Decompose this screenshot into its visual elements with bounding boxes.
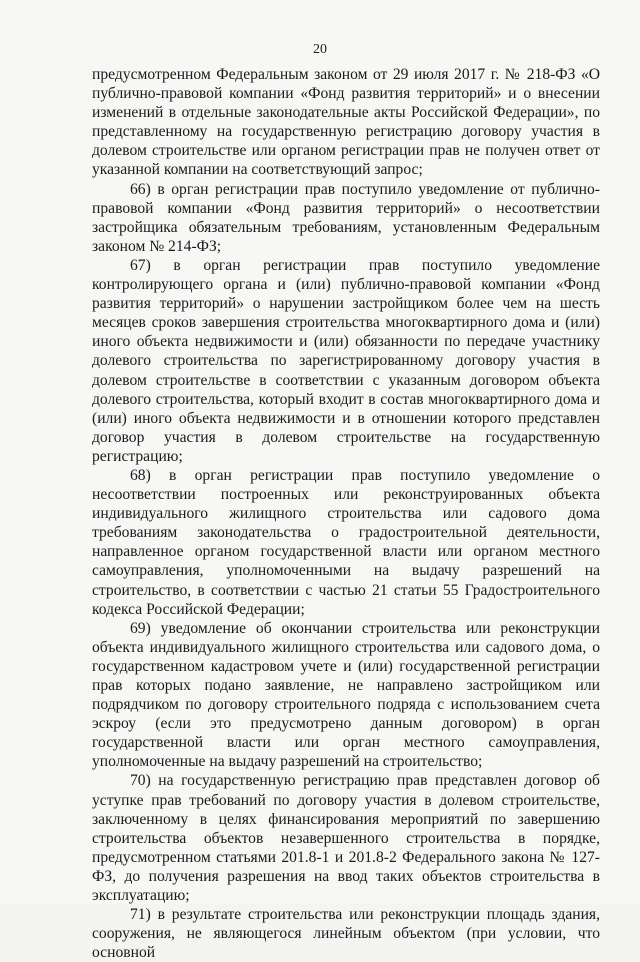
paragraph-p68: 68) в орган регистрации прав поступило уведомление о несоответствии построенных или реконструированных объекта индивидуального жилищного строительства или садового дома требованиям законодательства о градостроительной деятельности, направленное органом государственной власти или органом местного самоуправления, уполномоченными на выдачу разрешений на строительство, в соответствии с частью 21 статьи 55 Градостроительного кодекса Российской Федерации;	[92, 466, 600, 618]
page-number: 20	[313, 42, 327, 57]
body-text	[92, 65, 600, 962]
paragraph-cont: предусмотренном Федеральным законом от 29 июля 2017 г. № 218-ФЗ «О публично-правовой компании «Фонд развития территорий» и о внесении изменений в отдельные законодательные акты Российской Федерации», по представленному на государственную регистрацию договору участия в долевом строительстве или органом регистрации прав не получен ответ от указанной компании на соответствующий запрос;	[92, 66, 600, 179]
paragraph-p71: 71) в результате строительства или реконструкции площадь здания, сооружения, не являющегося линейным объектом (при условии, что основной	[92, 906, 600, 962]
paragraph-p67: 67) в орган регистрации прав поступило уведомление контролирующего органа и (или) публично-правовой компании «Фонд развития территорий» о нарушении застройщиком более чем на шесть месяцев сроков завершения строительства многоквартирного дома и (или) иного объекта недвижимости и (или) обязанности по передаче участнику долевого строительства по зарегистрированному договору участия в долевом строительстве в соответствии с указанным договором объекта долевого строительства, который входит в состав многоквартирного дома и (или) иного объекта недвижимости и в отношении которого представлен договор участия в долевом строительстве на государственную регистрацию;	[92, 256, 600, 465]
paragraph-p69: 69) уведомление об окончании строительства или реконструкции объекта индивидуального жилищного строительства или садового дома, о государственном кадастровом учете и (или) государственной регистрации прав которых подано заявление, не направлено застройщиком или подрядчиком по договору строительного подряда с использованием счета эскроу (если это предусмотрено данным договором) в орган государственной власти или орган местного самоуправления, уполномоченные на выдачу разрешений на строительство;	[92, 619, 600, 771]
paragraph-p66: 66) в орган регистрации прав поступило уведомление от публично-правовой компании «Фонд развития территорий» о несоответствии застройщика обязательным требованиям, установленным Федеральным законом № 214-ФЗ;	[92, 180, 600, 255]
paragraph-p70: 70) на государственную регистрацию прав представлен договор об уступке прав требований по договору участия в долевом строительстве, заключенному в целях финансирования мероприятий по завершению строительства объектов незавершенного строительства в порядке, предусмотренном статьями 201.8-1 и 201.8-2 Федерального закона № 127-ФЗ, до получения разрешения на ввод таких объектов строительства в эксплуатацию;	[92, 772, 600, 905]
